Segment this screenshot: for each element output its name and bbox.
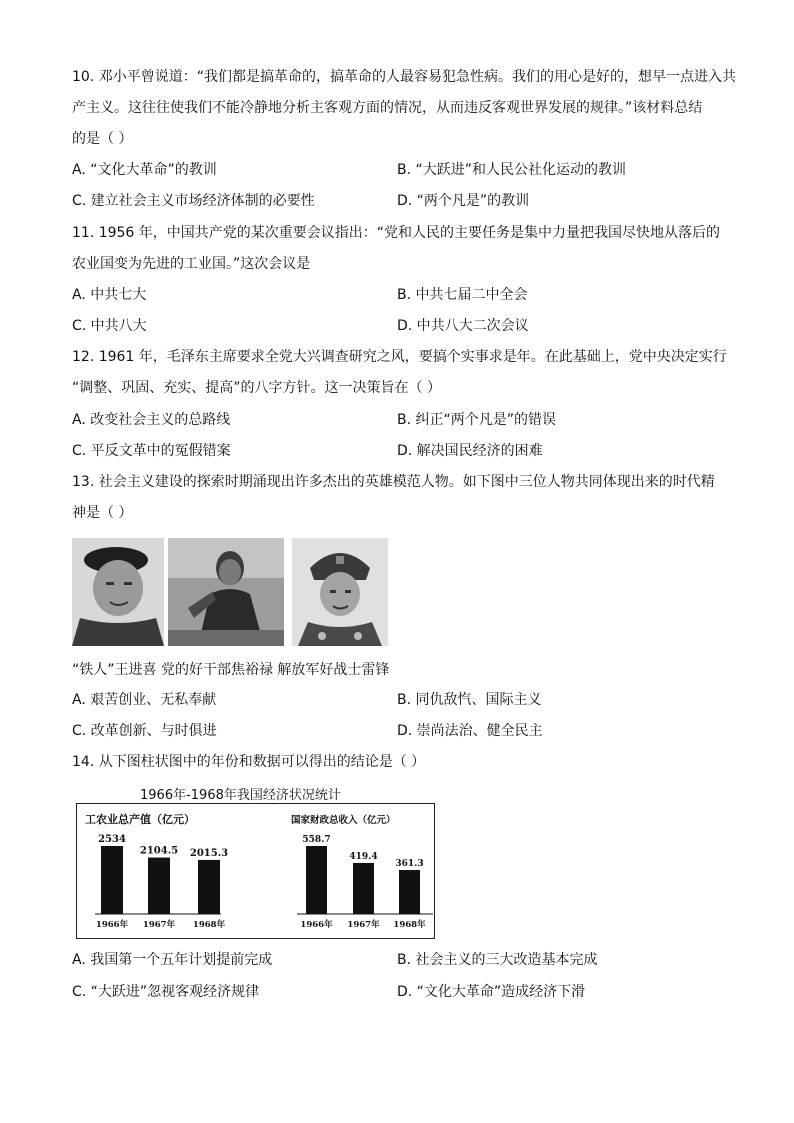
q12-option-a[interactable]: A. 改变社会主义的总路线	[72, 412, 231, 428]
q13-photo-caption: “铁人”王进喜 党的好干部焦裕禄 解放军好战士雷锋	[72, 662, 390, 678]
q12-stem-line1: 12. 1961 年，毛泽东主席要求全党大兴调查研究之风，要搞个实事求是年。在此基础上，党中央决定实行	[72, 349, 727, 365]
economy-chart	[76, 803, 435, 939]
q14-option-d[interactable]: D. “文化大革命”造成经济下滑	[397, 984, 586, 1000]
tick-label: 1967年	[347, 920, 380, 930]
q10-stem-line3: 的是（ ）	[72, 131, 133, 147]
chart-title: 1966年-1968年我国经济状况统计	[140, 788, 341, 803]
q10-stem-line2: 产主义。这往往使我们不能冷静地分析主客观方面的情况，从而违反客观世界发展的规律。”该材料总结	[72, 100, 703, 116]
q12-option-d[interactable]: D. 解决国民经济的困难	[397, 443, 543, 459]
photo-lei-feng	[292, 538, 388, 646]
bar	[101, 846, 123, 914]
q13-option-a[interactable]: A. 艰苦创业、无私奉献	[72, 692, 217, 708]
bar	[148, 858, 170, 914]
q13-option-c[interactable]: C. 改革创新、与时俱进	[72, 723, 217, 739]
q12-stem-line2: “调整、巩固、充实、提高”的八字方针。这一决策旨在（ ）	[72, 380, 441, 396]
q10-option-d[interactable]: D. “两个凡是”的教训	[397, 193, 530, 209]
q10-stem-line1: 10. 邓小平曾说道：“我们都是搞革命的，搞革命的人最容易犯急性病。我们的用心是好的，想早一点进入共	[72, 69, 736, 85]
data-label: 2104.5	[139, 845, 179, 857]
data-label: 419.4	[349, 851, 378, 862]
q14-option-a[interactable]: A. 我国第一个五年计划提前完成	[72, 952, 273, 968]
q14-stem-line1: 14. 从下图柱状图中的年份和数据可以得出的结论是（ ）	[72, 754, 426, 770]
q13-stem-line2: 神是（ ）	[72, 505, 133, 521]
q10-option-a[interactable]: A. “文化大革命”的教训	[72, 162, 217, 178]
data-label: 2534	[98, 834, 126, 845]
q11-option-c[interactable]: C. 中共八大	[72, 318, 147, 334]
data-label: 2015.3	[189, 847, 229, 859]
economy-chart-svg	[77, 804, 434, 938]
q12-option-c[interactable]: C. 平反文革中的冤假错案	[72, 443, 231, 459]
tick-label: 1968年	[192, 920, 226, 930]
q11-stem-line2: 农业国变为先进的工业国。”这次会议是	[72, 256, 311, 272]
q11-stem-line1: 11. 1956 年，中国共产党的某次重要会议指出：“党和人民的主要任务是集中力量把我国尽快地从落后的	[72, 225, 721, 241]
panel-title: 国家财政总收入（亿元）	[291, 815, 396, 826]
q13-option-b[interactable]: B. 同仇敌忾、国际主义	[397, 692, 542, 708]
data-label: 558.7	[302, 835, 331, 845]
data-label: 361.3	[395, 859, 424, 870]
photo-jiao-yulu	[168, 538, 284, 646]
tick-label: 1966年	[300, 920, 333, 930]
photo-wang-jinxi	[72, 538, 164, 646]
bar	[198, 860, 220, 914]
q13-option-d[interactable]: D. 崇尚法治、健全民主	[397, 723, 543, 739]
bar	[353, 863, 374, 914]
bar	[399, 870, 420, 914]
tick-label: 1968年	[393, 920, 426, 930]
q12-option-b[interactable]: B. 纠正“两个凡是”的错误	[397, 412, 557, 428]
q11-option-b[interactable]: B. 中共七届二中全会	[397, 287, 528, 303]
q14-option-b[interactable]: B. 社会主义的三大改造基本完成	[397, 952, 598, 968]
q11-option-d[interactable]: D. 中共八大二次会议	[397, 318, 529, 334]
q13-stem-line1: 13. 社会主义建设的探索时期涌现出许多杰出的英雄模范人物。如下图中三位人物共同体现出来的时代精	[72, 474, 715, 490]
bar	[306, 846, 327, 914]
q10-option-c[interactable]: C. 建立社会主义市场经济体制的必要性	[72, 193, 315, 209]
q11-option-a[interactable]: A. 中共七大	[72, 287, 147, 303]
tick-label: 1967年	[142, 920, 176, 930]
tick-label: 1966年	[95, 920, 129, 930]
panel-title: 工农业总产值（亿元）	[85, 813, 195, 826]
q10-option-b[interactable]: B. “大跃进”和人民公社化运动的教训	[397, 162, 627, 178]
q14-option-c[interactable]: C. “大跃进”忽视客观经济规律	[72, 984, 260, 1000]
